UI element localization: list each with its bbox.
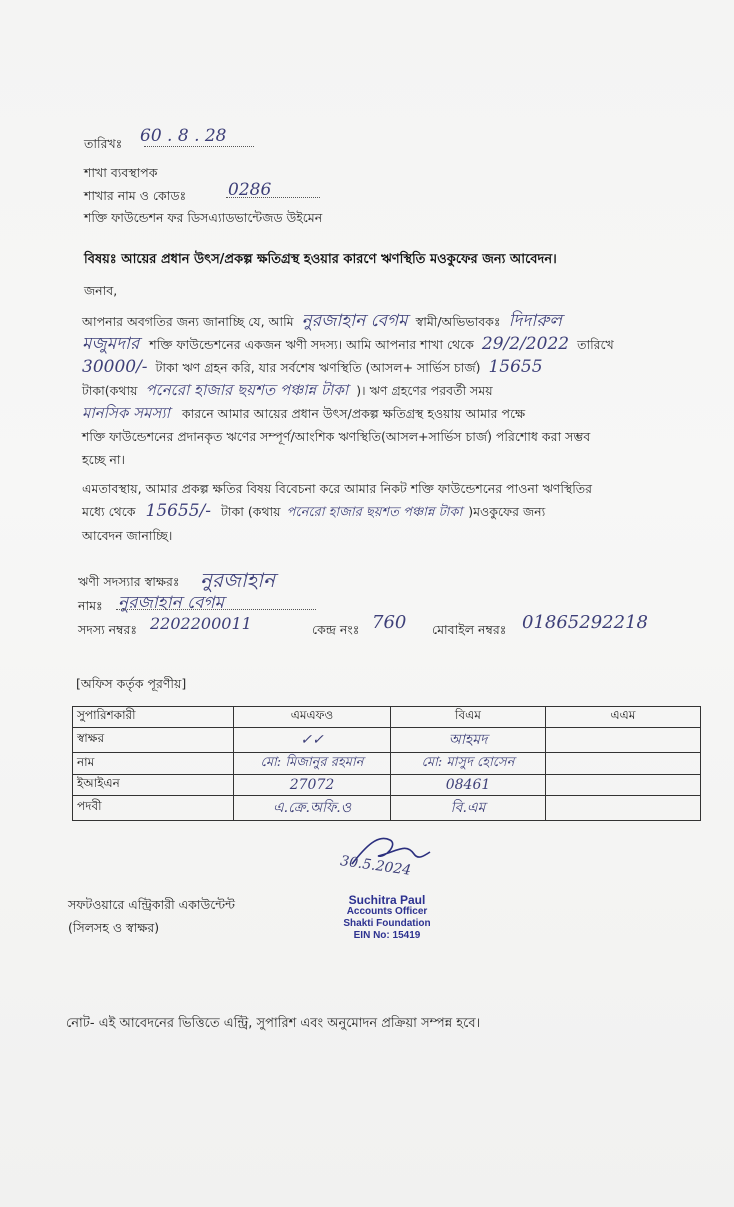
amount-words-handwritten: পনেরো হাজার ছয়শত পঞ্চান্ন টাকা	[145, 381, 349, 399]
center-no-label: কেন্দ্র নংঃ	[312, 622, 360, 637]
organization-line: শক্তি ফাউন্ডেশন ফর ডিসএ্যাডভান্টেজড উইমেন	[84, 210, 323, 225]
member-signature: নুরজাহান	[200, 568, 275, 592]
body2-line2: মধ্যে থেকে 15655/- টাকা (কথায় পনেরো হাজার ছয়শত পঞ্চান্ন টাকা )মওকুফের জন্য	[82, 501, 546, 521]
member-no-label: সদস্য নম্বরঃ	[78, 622, 138, 637]
branch-code: 0286	[228, 180, 272, 200]
waiver-amount-handwritten: 15655/-	[145, 501, 212, 521]
office-section-title: [অফিস কর্তৃক পূরণীয়]	[76, 676, 187, 691]
member-name-label: নামঃ	[78, 598, 103, 613]
member-no-value: 2202200011	[150, 614, 252, 633]
mobile-label: মোবাইল নম্বরঃ	[432, 622, 507, 637]
table-row: নাম মো: মিজানুর রহমান মো: মাসুদ হোসেন	[73, 753, 701, 775]
member-sign-label: ঋণী সদস্যার স্বাক্ষরঃ	[78, 574, 180, 589]
salutation: জনাব,	[84, 283, 118, 298]
body1-line3: 30000/- টাকা ঋণ গ্রহন করি, যার সর্বশেষ ঋণস্থিতি (আসল+ সার্ভিস চার্জ) 15655	[82, 357, 543, 377]
body-paragraph-1	[82, 310, 702, 471]
date-dotted-line	[144, 145, 254, 147]
signature-date: 30.5.2024	[339, 853, 413, 879]
accountant-label: সফটওয়ারে এন্ট্রিকারী একাউন্টেন্ট	[68, 897, 235, 912]
branch-label: শাখার নাম ও কোডঃ	[84, 188, 187, 203]
body2-line3: আবেদন জানাচ্ছি।	[82, 528, 173, 543]
table-row: পদবী এ.ক্রে.অফি.ও বি.এম	[73, 796, 701, 821]
center-no-value: 760	[372, 612, 407, 633]
office-table	[72, 706, 701, 821]
loan-amount-handwritten: 30000/-	[82, 357, 148, 377]
footer-note: নোট- এই আবেদনের ভিত্তিতে এন্ট্রি, সুপারিশ এবং অনুমোদন প্রক্রিয়া সম্পন্ন হবে।	[66, 1016, 481, 1031]
subject-line: বিষয়ঃ আয়ের প্রধান উৎস/প্রকল্প ক্ষতিগ্রস্থ হওয়ার কারণে ঋণস্থিতি মওকুফের জন্য আবেদন।	[84, 252, 557, 267]
accounts-officer-seal: Suchitra Paul Accounts Officer Shakti Foundation EIN No: 15419	[343, 893, 431, 941]
body1-line7: হচ্ছে না।	[82, 452, 125, 467]
outstanding-handwritten: 15655	[488, 357, 543, 377]
date-value: 60 . 8 . 28	[140, 126, 227, 146]
body1-line4: টাকা(কথায় পনেরো হাজার ছয়শত পঞ্চান্ন টাকা )। ঋণ গ্রহণের পরবর্তী সময়	[82, 381, 493, 399]
date-label: তারিখঃ	[84, 136, 123, 151]
branch-dotted-line	[226, 196, 320, 198]
name-dotted-line	[116, 608, 316, 610]
body2-line1: এমতাবস্থায়, আমার প্রকল্প ক্ষতির বিষয় বিবেচনা করে আমার নিকট শক্তি ফাউন্ডেশনের পাওনা ঋণস্থিতির	[82, 481, 593, 496]
guardian-name-handwritten: দিদারুল	[508, 311, 562, 331]
waiver-words-handwritten: পনেরো হাজার ছয়শত পঞ্চান্ন টাকা	[286, 505, 463, 520]
member-name-value: নুরজাহান বেগম	[118, 593, 224, 613]
mobile-value: 01865292218	[522, 612, 648, 633]
body1-line2: মজুমদার শক্তি ফাউন্ডেশনের একজন ঋণী সদস্য। আমি আপনার শাখা থেকে 29/2/2022 তারিখে	[82, 334, 614, 354]
table-row: স্বাক্ষর ✓✓ আহমদ	[73, 728, 701, 753]
accountant-seal-label: (সিলসহ ও স্বাক্ষর)	[68, 920, 160, 935]
body1-line1: আপনার অবগতির জন্য জানাচ্ছি যে, আমি নুরজাহান বেগম স্বামী/অভিভাবকঃ দিদারুল	[82, 311, 562, 331]
table-row: ইআইএন 27072 08461	[73, 775, 701, 796]
body1-line5: মানসিক সমস্যা কারনে আমার আয়ের প্রধান উৎস/প্রকল্প ক্ষতিগ্রস্থ হওয়ায় আমার পক্ষে	[82, 404, 526, 422]
reason-handwritten: মানসিক সমস্যা	[82, 404, 170, 422]
recipient-line: শাখা ব্যবস্থাপক	[84, 165, 158, 180]
member-name-handwritten: নুরজাহান বেগম	[301, 311, 408, 331]
body1-line6: শক্তি ফাউন্ডেশনের প্রদানকৃত ঋণের সম্পূর্ণ/আংশিক ঋণস্থিতি(আসল+সার্ভিস চার্জ) পরিশোধ করা সম্ভব	[82, 429, 591, 444]
loan-date-handwritten: 29/2/2022	[481, 334, 570, 354]
body-paragraph-2	[82, 477, 702, 547]
office-table-header: সুপারিশকারী এমএফও বিএম এএম	[73, 707, 701, 728]
